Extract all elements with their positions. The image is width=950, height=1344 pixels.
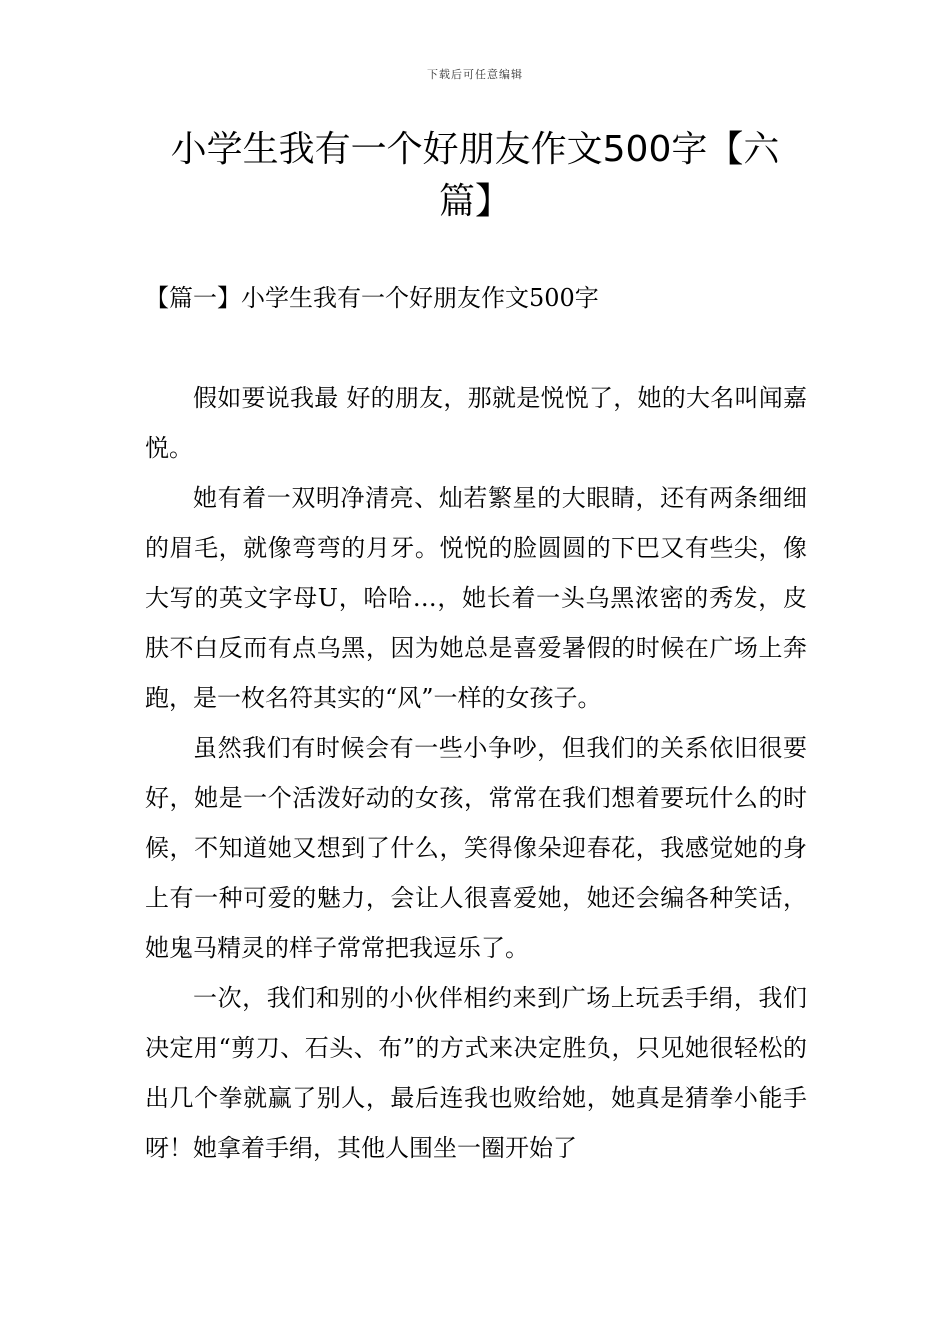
section-title: 【篇一】小学生我有一个好朋友作文500字 — [145, 284, 599, 312]
paragraph: 她有着一双明净清亮、灿若繁星的大眼睛，还有两条细细的眉毛，就像弯弯的月牙。悦悦的脸圆圆的下巴又有些尖，像大写的英文字母U，哈哈…，她长着一头乌黑浓密的秀发，皮肤不白反而有点乌黑，因为她总是喜爱暑假的时候在广场上奔跑，是一枚名符其实的“风”一样的女孩子。 — [145, 484, 807, 712]
essay-body — [145, 373, 807, 1173]
header-note: 下载后可任意编辑 — [427, 68, 523, 81]
document-title: 小学生我有一个好朋友作文500字【六篇】 — [170, 129, 780, 222]
paragraph: 一次，我们和别的小伙伴相约来到广场上玩丢手绢，我们决定用“剪刀、石头、布”的方式来决定胜负，只见她很轻松的出几个拳就赢了别人，最后连我也败给她，她真是猜拳小能手呀！她拿着手绢，其他人围坐一圈开始了 — [145, 984, 807, 1162]
paragraph: 虽然我们有时候会有一些小争吵，但我们的关系依旧很要好，她是一个活泼好动的女孩，常常在我们想着要玩什么的时候，不知道她又想到了什么，笑得像朵迎春花，我感觉她的身上有一种可爱的魅力，会让人很喜爱她，她还会编各种笑话，她鬼马精灵的样子常常把我逗乐了。 — [145, 734, 807, 962]
paragraph: 假如要说我最 好的朋友，那就是悦悦了，她的大名叫闻嘉悦。 — [145, 384, 807, 462]
